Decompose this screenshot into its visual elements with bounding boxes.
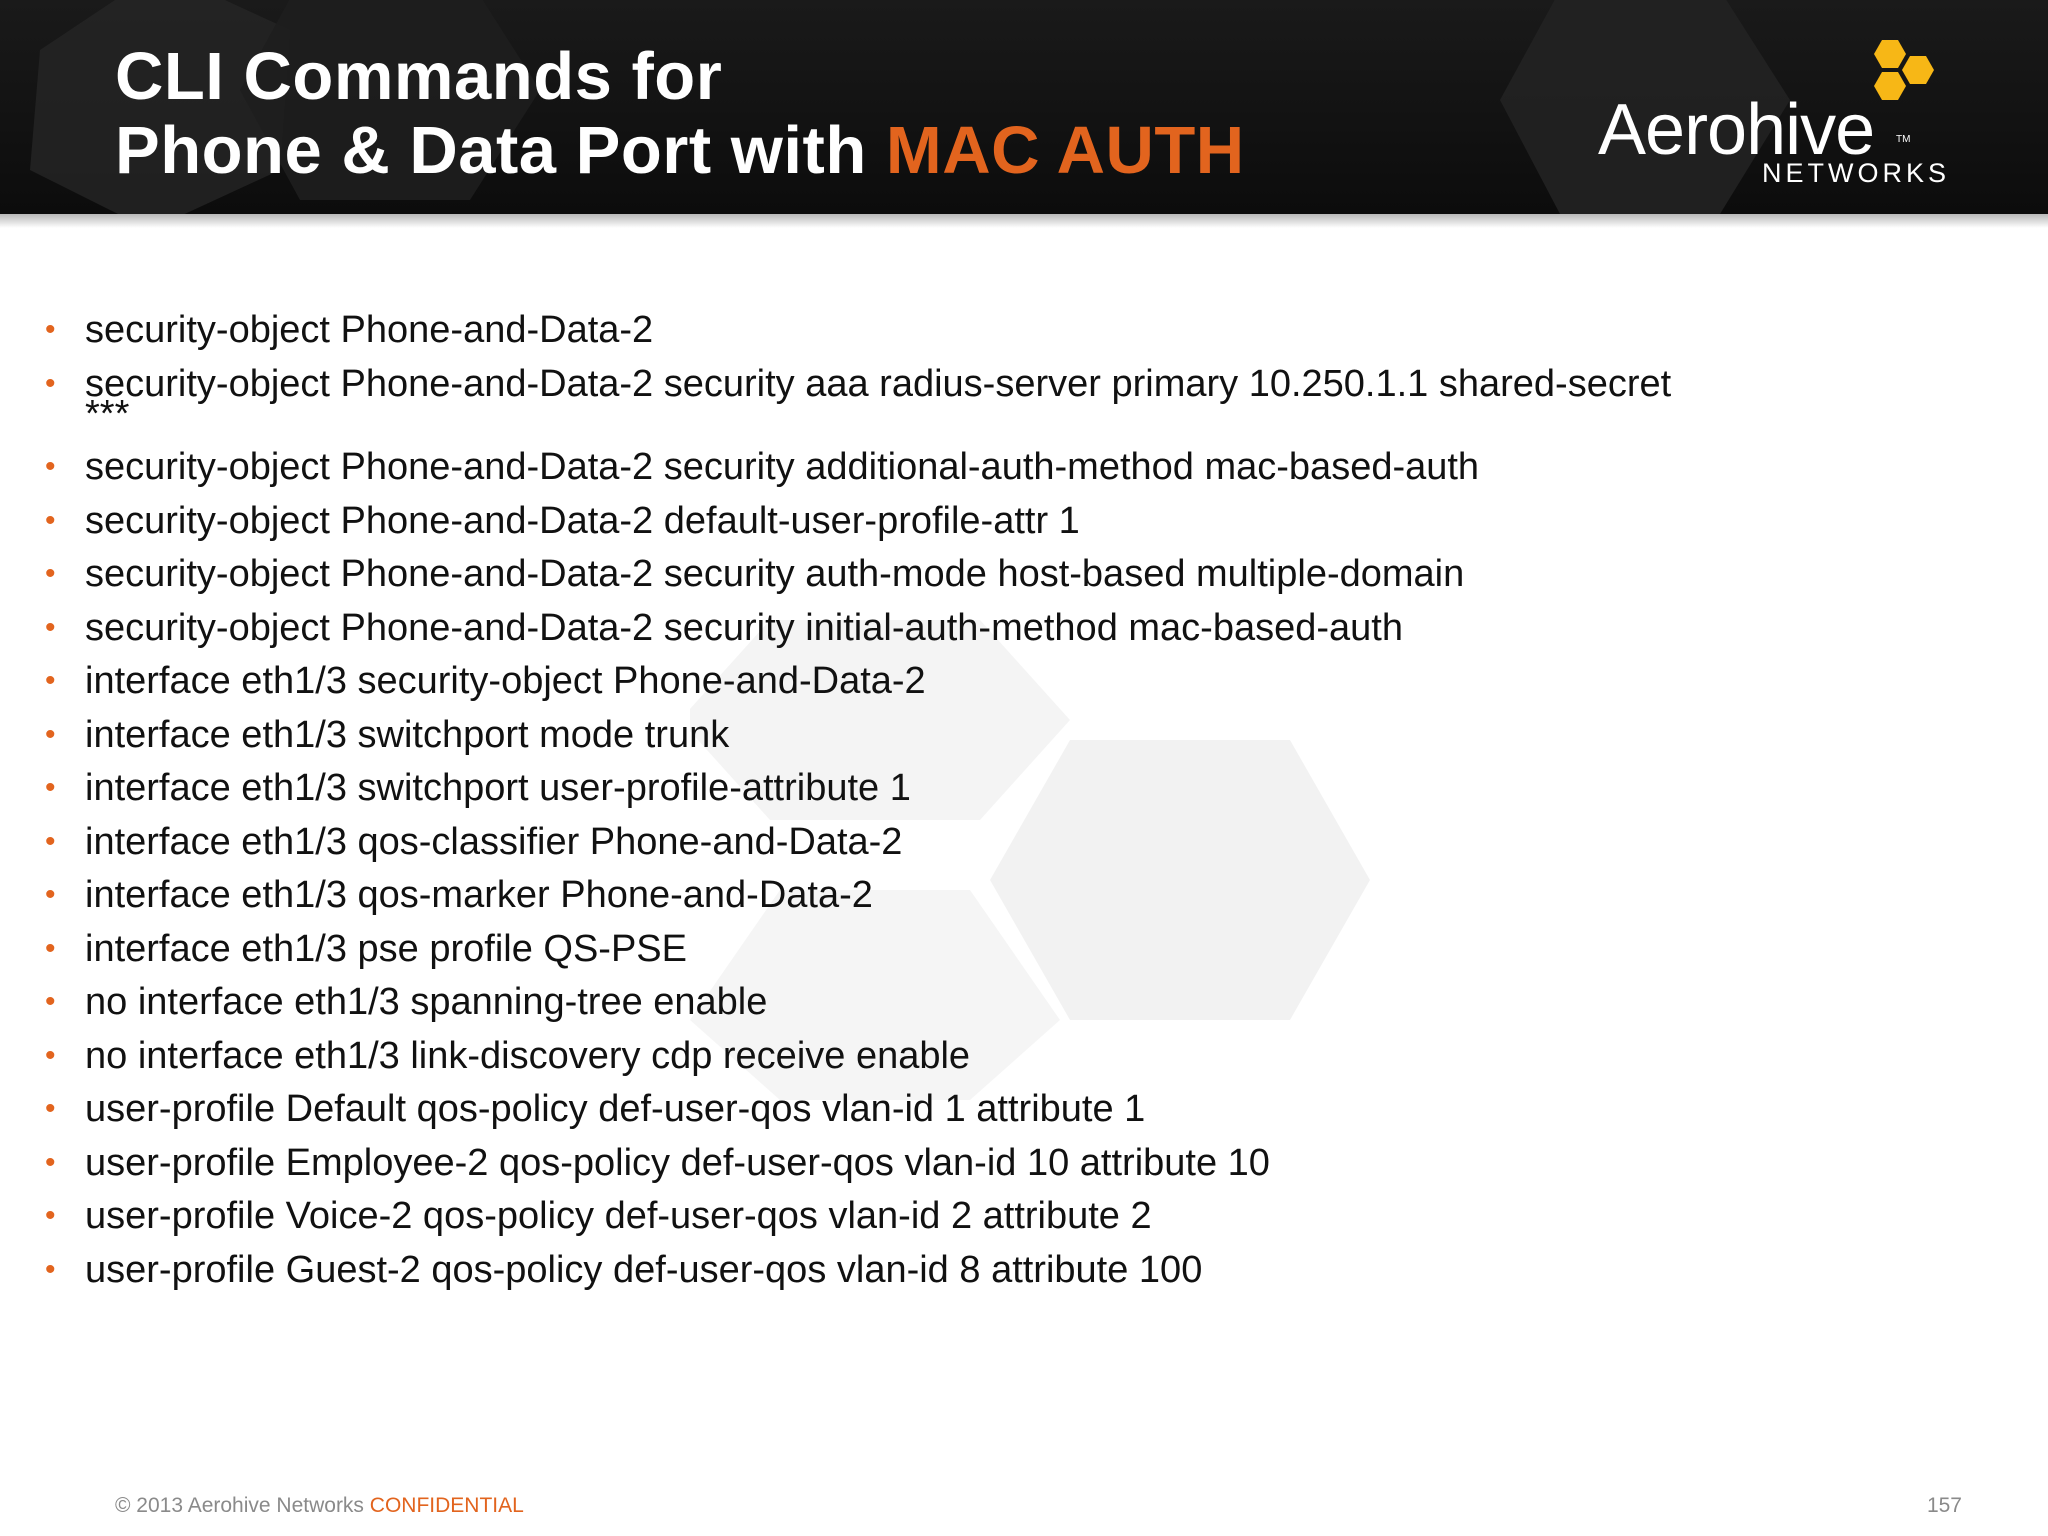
bullet-icon: • bbox=[45, 1145, 56, 1179]
copyright-text: © 2013 Aerohive Networks bbox=[115, 1494, 370, 1517]
logo-subtitle: NETWORKS bbox=[1762, 158, 1951, 188]
slide-header bbox=[0, 0, 2048, 214]
list-item bbox=[45, 1141, 1945, 1184]
bullet-icon: • bbox=[45, 664, 56, 697]
list-item bbox=[45, 362, 1945, 435]
bullet-icon: • bbox=[45, 610, 56, 644]
header-shadow bbox=[0, 214, 2048, 228]
bullet-icon: • bbox=[45, 450, 56, 483]
list-item bbox=[45, 606, 1945, 649]
command-text: security-object Phone-and-Data-2 security additional-auth-method mac-based-auth bbox=[85, 446, 1480, 488]
footer-copyright bbox=[115, 1494, 524, 1518]
command-text: user-profile Guest-2 qos-policy def-user-qos vlan-id 8 attribute 100 bbox=[85, 1248, 1203, 1291]
bullet-icon: • bbox=[45, 1092, 56, 1125]
list-item bbox=[45, 446, 1945, 488]
bullet-icon: • bbox=[45, 1252, 56, 1286]
bullet-icon: • bbox=[45, 985, 56, 1018]
command-text: user-profile Default qos-policy def-user-qos vlan-id 1 attribute 1 bbox=[85, 1088, 1146, 1130]
list-item bbox=[45, 767, 1945, 809]
command-text: security-object Phone-and-Data-2 bbox=[85, 309, 654, 351]
bullet-icon: • bbox=[45, 1199, 56, 1232]
command-text: interface eth1/3 qos-classifier Phone-and-Data-2 bbox=[85, 820, 903, 863]
logo-trademark: TM bbox=[1896, 134, 1911, 145]
bullet-icon: • bbox=[45, 557, 56, 590]
list-item bbox=[45, 1195, 1945, 1237]
list-item bbox=[45, 1088, 1945, 1130]
bullet-icon: • bbox=[45, 1038, 56, 1072]
list-item bbox=[45, 499, 1945, 542]
bullet-icon: • bbox=[45, 717, 56, 751]
command-text: user-profile Employee-2 qos-policy def-user-qos vlan-id 10 attribute 10 bbox=[85, 1141, 1270, 1184]
bullet-icon: • bbox=[45, 313, 56, 346]
command-text: security-object Phone-and-Data-2 default-user-profile-attr 1 bbox=[85, 499, 1080, 542]
list-item bbox=[45, 820, 1945, 863]
command-text: interface eth1/3 pse profile QS-PSE bbox=[85, 927, 687, 970]
list-item bbox=[45, 309, 1945, 351]
title-accent: MAC AUTH bbox=[885, 113, 1245, 188]
bullet-icon: • bbox=[45, 824, 56, 858]
title-line-1: CLI Commands for bbox=[115, 39, 723, 114]
bullet-icon: • bbox=[45, 878, 56, 911]
list-item bbox=[45, 660, 1945, 702]
command-text: interface eth1/3 switchport mode trunk bbox=[85, 713, 730, 756]
list-item bbox=[45, 981, 1945, 1023]
command-text: security-object Phone-and-Data-2 security aaa radius-server primary 10.250.1.1 shared-secret *** bbox=[85, 362, 1672, 435]
command-text: no interface eth1/3 spanning-tree enable bbox=[85, 981, 768, 1023]
aerohive-logo bbox=[1590, 38, 1970, 188]
command-text: no interface eth1/3 link-discovery cdp receive enable bbox=[85, 1034, 971, 1077]
bullet-icon: • bbox=[45, 366, 56, 400]
command-list bbox=[45, 309, 1945, 1308]
command-text: interface eth1/3 security-object Phone-and-Data-2 bbox=[85, 660, 926, 702]
list-item bbox=[45, 927, 1945, 970]
logo-wordmark: Aerohive bbox=[1598, 90, 1875, 170]
command-text: user-profile Voice-2 qos-policy def-user-qos vlan-id 2 attribute 2 bbox=[85, 1195, 1152, 1237]
command-text: interface eth1/3 qos-marker Phone-and-Data-2 bbox=[85, 874, 873, 916]
list-item bbox=[45, 1034, 1945, 1077]
honeycomb-logo-icon bbox=[1862, 38, 1962, 118]
command-text: security-object Phone-and-Data-2 security auth-mode host-based multiple-domain bbox=[85, 553, 1465, 595]
bullet-icon: • bbox=[45, 771, 56, 804]
bullet-icon: • bbox=[45, 503, 56, 537]
list-item bbox=[45, 553, 1945, 595]
title-line-2: Phone & Data Port with bbox=[115, 113, 886, 188]
command-text: security-object Phone-and-Data-2 security initial-auth-method mac-based-auth bbox=[85, 606, 1403, 649]
list-item bbox=[45, 1248, 1945, 1291]
command-text: interface eth1/3 switchport user-profile-attribute 1 bbox=[85, 767, 911, 809]
list-item bbox=[45, 713, 1945, 756]
bullet-icon: • bbox=[45, 931, 56, 965]
confidential-label: CONFIDENTIAL bbox=[369, 1494, 524, 1517]
list-item bbox=[45, 874, 1945, 916]
page-number: 157 bbox=[1926, 1494, 1962, 1517]
slide-title bbox=[115, 40, 1245, 188]
